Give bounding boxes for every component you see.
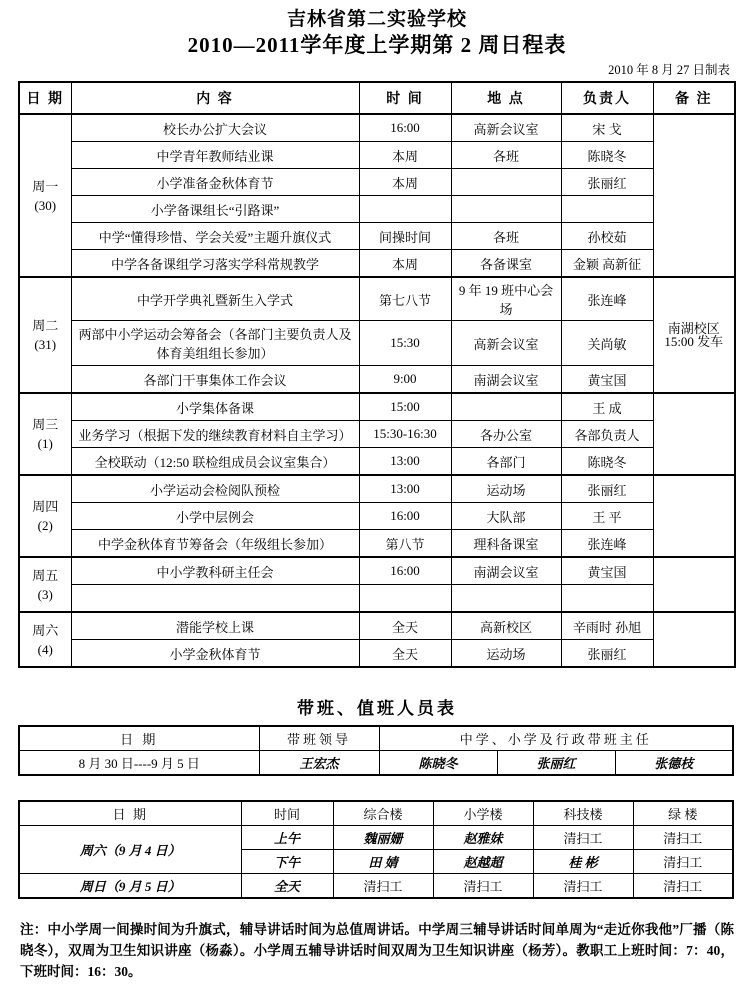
cell-place: 理科备课室: [451, 530, 561, 558]
cell-time: 13:00: [359, 475, 451, 503]
cell-time: 本周: [359, 169, 451, 196]
day-date: (30): [34, 197, 57, 213]
col-place: 地 点: [451, 82, 561, 114]
cell-place: 各部门: [451, 448, 561, 476]
cell-content: 两部中小学运动会筹备会（各部门主要负责人及体育美组组长参加）: [71, 321, 359, 366]
duty-section-title: 带班、值班人员表: [297, 699, 457, 718]
cell-content: 中学各备课组学习落实学科常规教学: [71, 250, 359, 278]
cell-place: 运动场: [451, 640, 561, 668]
clean-person-2: 清扫工: [433, 874, 533, 899]
cell-content: [71, 585, 359, 613]
clean-person-1: 魏丽姗: [333, 826, 433, 850]
cell-time: 16:00: [359, 503, 451, 530]
duty-col-date: 日 期: [19, 726, 259, 751]
table-row: [19, 640, 735, 668]
table-header-row: [19, 726, 733, 751]
cell-person: 陈晓冬: [561, 448, 653, 476]
day-label: 周三: [32, 417, 59, 432]
duty-director-1: 陈晓冬: [379, 751, 497, 776]
cell-content: 潜能学校上课: [71, 612, 359, 640]
table-row: [19, 393, 735, 421]
cell-person: 张丽红: [561, 640, 653, 668]
cell-content: 业务学习（根据下发的继续教育材料自主学习）: [71, 421, 359, 448]
cell-time: 本周: [359, 142, 451, 169]
cell-content: 中学开学典礼暨新生入学式: [71, 277, 359, 321]
cell-place: 9 年 19 班中心会场: [451, 277, 561, 321]
cell-person: 孙校茹: [561, 223, 653, 250]
cell-time: 间操时间: [359, 223, 451, 250]
cell-content: 小学备课组长“引路课”: [71, 196, 359, 223]
table-row: [19, 448, 735, 476]
cell-place: [451, 585, 561, 613]
clean-time: 上午: [241, 826, 333, 850]
clean-person-3: 清扫工: [533, 874, 633, 899]
duty-roster-table: [18, 725, 734, 776]
day-date: (4): [37, 641, 53, 657]
cell-person: 张连峰: [561, 277, 653, 321]
table-row: [19, 142, 735, 169]
clean-date: 周日（9 月 5 日）: [19, 874, 241, 899]
table-row: [19, 503, 735, 530]
cell-time: 全天: [359, 640, 451, 668]
cell-person: 黄宝国: [561, 366, 653, 394]
day-cell-fri: [19, 557, 71, 612]
cell-content: 校长办公扩大会议: [71, 114, 359, 142]
cell-content: 小学中层例会: [71, 503, 359, 530]
clean-person-1: 清扫工: [333, 874, 433, 899]
day-date: (31): [34, 337, 57, 352]
table-row: [19, 585, 735, 613]
table-row: [19, 196, 735, 223]
table-row: [19, 321, 735, 366]
duty-col-leader: 带班领导: [259, 726, 379, 751]
cell-place: 高新校区: [451, 612, 561, 640]
table-row: [19, 557, 735, 585]
cell-content: 中学金秋体育节筹备会（年级组长参加）: [71, 530, 359, 558]
cell-time: 全天: [359, 612, 451, 640]
table-row: [19, 475, 735, 503]
table-header-row: [19, 801, 733, 826]
col-person: 负责人: [561, 82, 653, 114]
cell-place: 南湖会议室: [451, 557, 561, 585]
clean-person-3: 桂 彬: [533, 850, 633, 874]
day-label: 周五: [32, 567, 59, 583]
table-row: [19, 114, 735, 142]
clean-col-time: 时间: [241, 801, 333, 826]
cell-person: 黄宝国: [561, 557, 653, 585]
cell-person: 王 成: [561, 393, 653, 421]
table-row: [19, 223, 735, 250]
col-content: 内 容: [71, 82, 359, 114]
cell-time: [359, 585, 451, 613]
cell-person: 金颖 高新征: [561, 250, 653, 278]
cell-content: 各部门干事集体工作会议: [71, 366, 359, 394]
cell-time: 第七八节: [359, 277, 451, 321]
cell-note: [653, 114, 735, 277]
cell-time: 本周: [359, 250, 451, 278]
cell-person: 张丽红: [561, 475, 653, 503]
school-name: 吉林省第二实验学校: [286, 9, 467, 30]
cell-place: [451, 393, 561, 421]
cell-content: 小学金秋体育节: [71, 640, 359, 668]
day-label: 周六: [32, 622, 59, 638]
table-row: [19, 366, 735, 394]
cell-content: 小学准备金秋体育节: [71, 169, 359, 196]
cell-note: [653, 393, 735, 475]
clean-person-1: 田 婧: [333, 850, 433, 874]
cell-person: 陈晓冬: [561, 142, 653, 169]
table-header-row: [19, 82, 735, 114]
col-date: 日 期: [19, 82, 71, 114]
cell-content: 中学“懂得珍惜、学会关爱”主题升旗仪式: [71, 223, 359, 250]
weekly-schedule-table: [18, 81, 736, 668]
duty-leader: 王宏杰: [259, 751, 379, 776]
cell-content: 小学集体备课: [71, 393, 359, 421]
cell-content: 中学青年教师结业课: [71, 142, 359, 169]
col-note: 备 注: [653, 82, 735, 114]
cell-time: 16:00: [359, 114, 451, 142]
day-label: 周二: [32, 318, 59, 333]
cell-time: 15:30: [359, 321, 451, 366]
cell-time: 15:30-16:30: [359, 421, 451, 448]
cell-time: [359, 196, 451, 223]
cell-note: [653, 557, 735, 612]
cell-content: 全校联动（12:50 联检组成员会议室集合）: [71, 448, 359, 476]
clean-person-2: 赵雅妹: [433, 826, 533, 850]
clean-col-building-4: 绿 楼: [633, 801, 733, 826]
table-row: [19, 826, 733, 850]
day-cell-tue: [19, 277, 71, 393]
cell-person: 各部负责人: [561, 421, 653, 448]
clean-person-4: 清扫工: [633, 826, 733, 850]
duty-director-2: 张丽红: [497, 751, 615, 776]
cell-person: 张连峰: [561, 530, 653, 558]
clean-date: 周六（9 月 4 日）: [19, 826, 241, 874]
cell-place: 大队部: [451, 503, 561, 530]
cell-place: 各班: [451, 223, 561, 250]
day-cell-wed: [19, 393, 71, 475]
table-row: [19, 612, 735, 640]
duty-director-3: 张德枝: [615, 751, 733, 776]
day-label: 周一: [32, 178, 59, 194]
cell-place: 南湖会议室: [451, 366, 561, 394]
duty-col-directors: 中学、小学及行政带班主任: [379, 726, 733, 751]
clean-person-2: 赵越超: [433, 850, 533, 874]
col-time: 时 间: [359, 82, 451, 114]
day-date: (1): [37, 436, 53, 451]
cell-note: [653, 612, 735, 667]
clean-person-4: 清扫工: [633, 874, 733, 899]
cell-content: 小学运动会检阅队预检: [71, 475, 359, 503]
clean-col-building-1: 综合楼: [333, 801, 433, 826]
clean-person-4: 清扫工: [633, 850, 733, 874]
cell-person: 张丽红: [561, 169, 653, 196]
cell-place: 高新会议室: [451, 114, 561, 142]
clean-col-date: 日 期: [19, 801, 241, 826]
cell-person: 王 平: [561, 503, 653, 530]
cell-time: 16:00: [359, 557, 451, 585]
clean-time: 全天: [241, 874, 333, 899]
cell-place: 运动场: [451, 475, 561, 503]
clean-col-building-2: 小学楼: [433, 801, 533, 826]
cell-time: 9:00: [359, 366, 451, 394]
cell-person: [561, 196, 653, 223]
cell-person: 关尚敏: [561, 321, 653, 366]
footnote-text: 注：中小学周一间操时间为升旗式，辅导讲话时间为总值周讲话。中学周三辅导讲话时间单周为“走近你我他”厂播（陈晓冬），双周为卫生知识讲座（杨淼）。小学周五辅导讲话时间双周为卫生知识讲座（杨芳）。教职工上班时间：7：40，下班时间：16：30。: [20, 922, 734, 979]
cell-time: 13:00: [359, 448, 451, 476]
cell-time: 第八节: [359, 530, 451, 558]
cell-place: 各办公室: [451, 421, 561, 448]
duty-date: 8 月 30 日----9 月 5 日: [19, 751, 259, 776]
cell-person: [561, 585, 653, 613]
day-date: (2): [37, 518, 53, 533]
table-row: [19, 874, 733, 899]
table-row: [19, 169, 735, 196]
table-row: [19, 751, 733, 776]
day-cell-sat: [19, 612, 71, 667]
day-date: (3): [37, 586, 53, 602]
table-row: [19, 277, 735, 321]
date-stamp: 2010 年 8 月 27 日制表: [608, 63, 730, 77]
clean-time: 下午: [241, 850, 333, 874]
clean-col-building-3: 科技楼: [533, 801, 633, 826]
table-row: [19, 421, 735, 448]
table-row: [19, 530, 735, 558]
cell-content: 中小学教科研主任会: [71, 557, 359, 585]
cell-place: [451, 196, 561, 223]
table-row: [19, 250, 735, 278]
cell-place: [451, 169, 561, 196]
day-cell-thu: [19, 475, 71, 557]
cell-person: 辛雨时 孙旭: [561, 612, 653, 640]
day-cell-mon: [19, 114, 71, 277]
cell-note: [653, 475, 735, 557]
cell-place: 高新会议室: [451, 321, 561, 366]
cleaning-duty-table: [18, 800, 734, 899]
cell-place: 各备课室: [451, 250, 561, 278]
page-title: 2010—2011学年度上学期第 2 周日程表: [187, 33, 567, 57]
cell-person: 宋 戈: [561, 114, 653, 142]
clean-person-3: 清扫工: [533, 826, 633, 850]
cell-place: 各班: [451, 142, 561, 169]
cell-time: 15:00: [359, 393, 451, 421]
day-label: 周四: [32, 499, 59, 514]
cell-note: 南湖校区 15:00 发车: [653, 277, 735, 393]
